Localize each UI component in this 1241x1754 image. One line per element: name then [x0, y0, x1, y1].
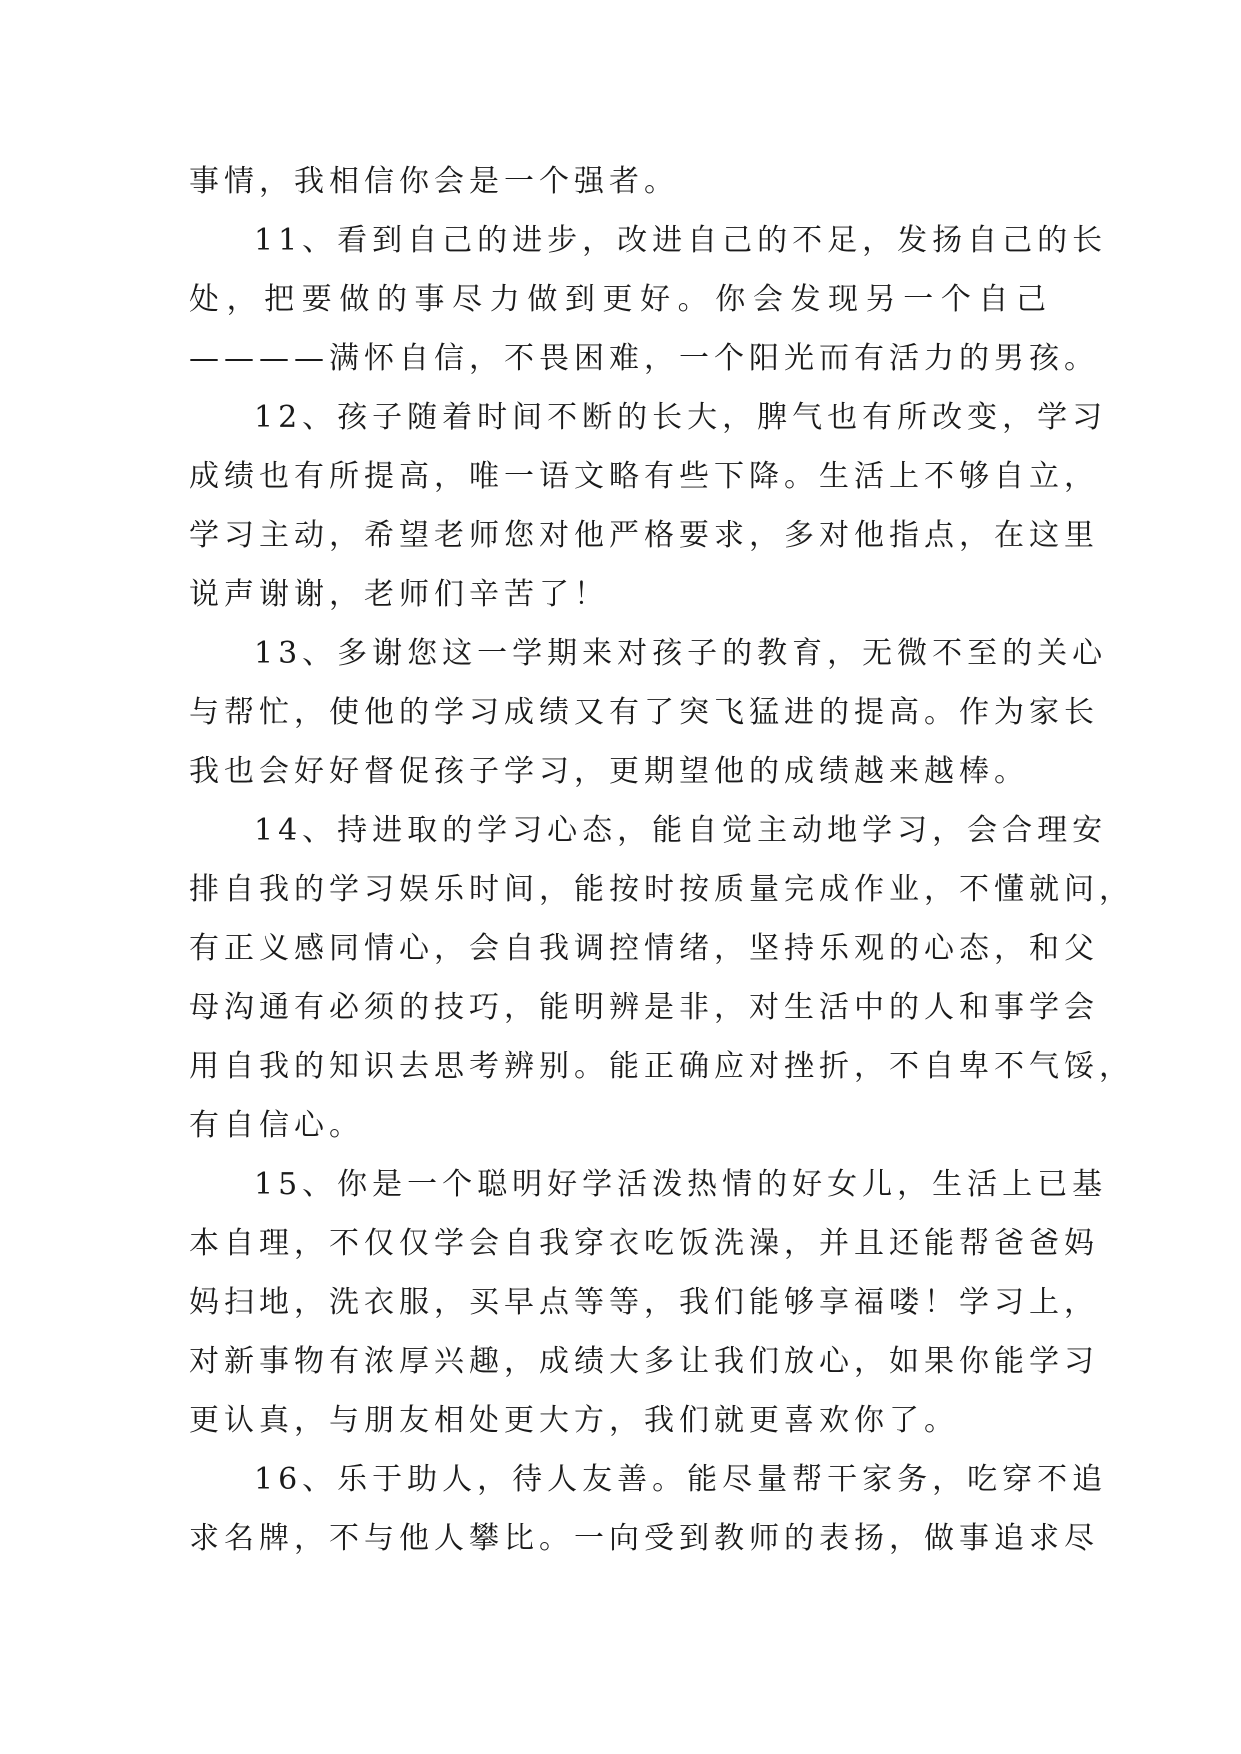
text-line: 事情，我相信你会是一个强者。: [189, 164, 679, 199]
text-line: 更认真，与朋友相处更大方，我们就更喜欢你了。: [189, 1403, 959, 1438]
text-line: 16、乐于助人，待人友善。能尽量帮干家务，吃穿不追: [254, 1462, 1108, 1497]
text-line: 我也会好好督促孩子学习，更期望他的成绩越来越棒。: [189, 754, 1029, 789]
text-line: 说声谢谢，老师们辛苦了！: [189, 577, 609, 612]
text-line: 学习主动，希望老师您对他严格要求，多对他指点，在这里: [189, 518, 1099, 553]
text-line: ————满怀自信，不畏困难，一个阳光而有活力的男孩。: [189, 341, 1099, 376]
text-line: 有正义感同情心，会自我调控情绪，坚持乐观的心态，和父: [189, 931, 1099, 966]
text-line: 排自我的学习娱乐时间，能按时按质量完成作业，不懂就问，: [189, 872, 1134, 907]
text-line: 成绩也有所提高，唯一语文略有些下降。生活上不够自立，: [189, 459, 1099, 494]
text-line: 妈扫地，洗衣服，买早点等等，我们能够享福喽！学习上，: [189, 1285, 1099, 1320]
text-line: 与帮忙，使他的学习成绩又有了突飞猛进的提高。作为家长: [189, 695, 1099, 730]
text-line: 用自我的知识去思考辨别。能正确应对挫折，不自卑不气馁，: [189, 1049, 1134, 1084]
text-line: 15、你是一个聪明好学活泼热情的好女儿，生活上已基: [254, 1167, 1108, 1202]
text-line: 对新事物有浓厚兴趣，成绩大多让我们放心，如果你能学习: [189, 1344, 1099, 1379]
text-line: 求名牌，不与他人攀比。一向受到教师的表扬，做事追求尽: [189, 1521, 1099, 1556]
document-body: [189, 152, 1134, 1568]
text-line: 母沟通有必须的技巧，能明辨是非，对生活中的人和事学会: [189, 990, 1099, 1025]
text-line: 处，把要做的事尽力做到更好。你会发现另一个自己: [189, 282, 1051, 317]
text-line: 12、孩子随着时间不断的长大，脾气也有所改变，学习: [254, 400, 1108, 435]
text-line: 14、持进取的学习心态，能自觉主动地学习，会合理安: [254, 813, 1108, 848]
text-line: 有自信心。: [189, 1108, 364, 1143]
text-line: 13、多谢您这一学期来对孩子的教育，无微不至的关心: [254, 636, 1108, 671]
text-line: 本自理，不仅仅学会自我穿衣吃饭洗澡，并且还能帮爸爸妈: [189, 1226, 1099, 1261]
text-line: 11、看到自己的进步，改进自己的不足，发扬自己的长: [254, 223, 1108, 258]
